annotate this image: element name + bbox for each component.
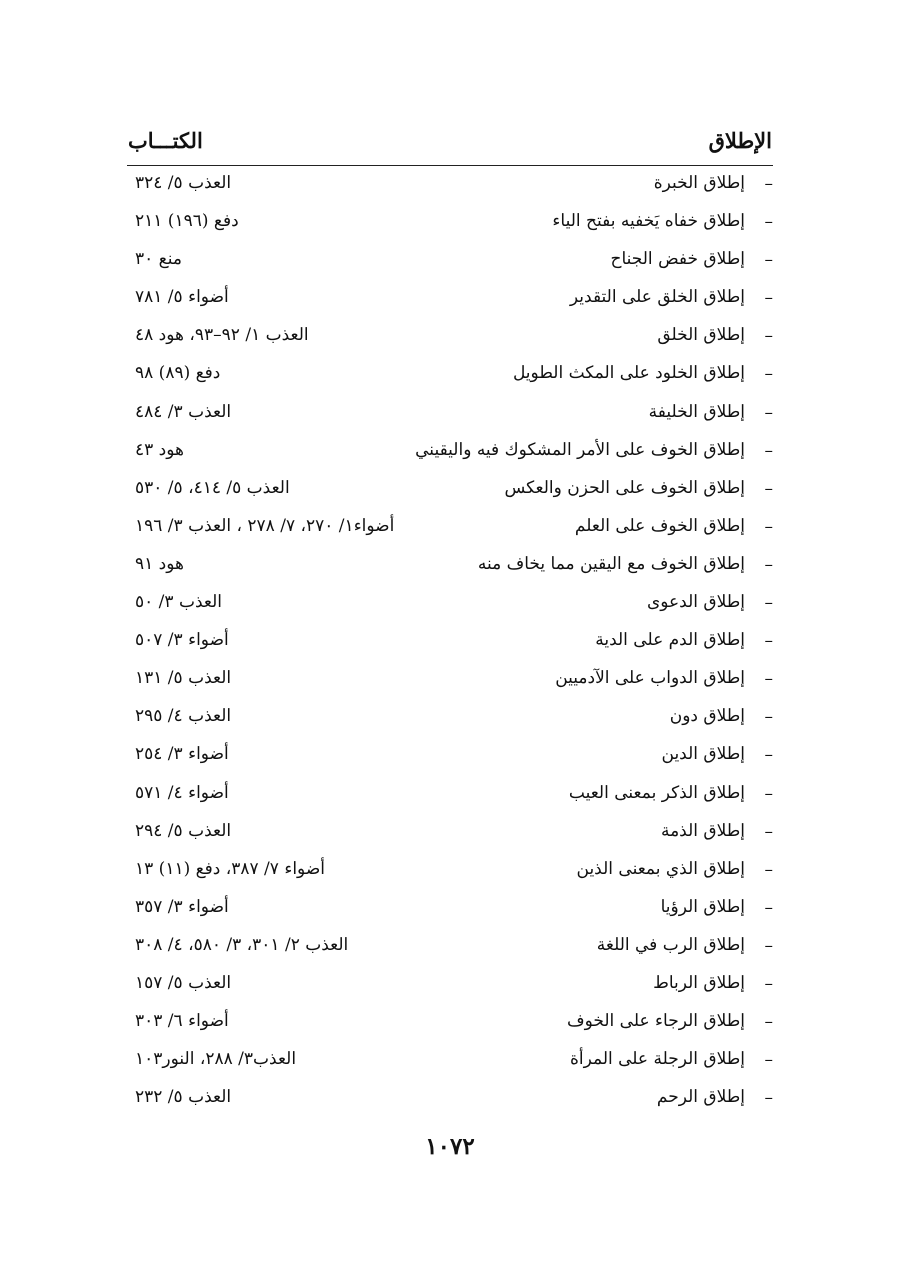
- index-entry: [0, 240, 900, 278]
- entry-dash: –: [764, 1012, 773, 1033]
- entry-topic: إطلاق الذكر بمعنى العيب: [568, 782, 745, 803]
- index-entry: [0, 621, 900, 659]
- entry-topic: إطلاق الدواب على الآدميين: [555, 668, 745, 689]
- index-entry: [0, 469, 900, 507]
- running-header-left: الكتـــاب: [128, 128, 203, 153]
- entry-topic: إطلاق الذمة: [660, 820, 745, 841]
- entry-reference: العذب ٥/ ٤١٤، ٥/ ٥٣٠: [135, 477, 290, 498]
- index-entry: [0, 354, 900, 392]
- entry-topic: إطلاق الخوف على العلم: [574, 515, 745, 536]
- index-entry: [0, 697, 900, 735]
- entry-reference: العذب ٥/ ٢٩٤: [135, 820, 232, 841]
- entry-topic: إطلاق الخلود على المكث الطويل: [512, 363, 745, 384]
- entry-reference: أضواء ٦/ ٣٠٣: [135, 1011, 229, 1032]
- index-entry: [0, 850, 900, 888]
- entry-reference: أضواء١/ ٢٧٠، ٧/ ٢٧٨ ، العذب ٣/ ١٩٦: [135, 515, 395, 536]
- entry-reference: دفع (٨٩) ٩٨: [135, 363, 221, 384]
- index-entry: [0, 735, 900, 773]
- entry-dash: –: [764, 212, 773, 233]
- index-entry: [0, 278, 900, 316]
- entry-topic: إطلاق الخبرة: [653, 173, 745, 193]
- entry-dash: –: [764, 174, 773, 194]
- entry-reference: العذب ٢/ ٣٠١، ٣/ ٥٨٠، ٤/ ٣٠٨: [135, 934, 349, 955]
- entry-reference: أضواء ٤/ ٥٧١: [135, 782, 229, 803]
- entry-reference: العذب ٤/ ٢٩٥: [135, 706, 232, 727]
- entry-dash: –: [764, 288, 773, 309]
- entry-reference: العذب٣/ ٢٨٨، النور١٠٣: [135, 1049, 297, 1070]
- entry-topic: إطلاق الخلق على التقدير: [569, 287, 745, 308]
- index-list: [0, 164, 900, 1116]
- entry-dash: –: [764, 478, 773, 499]
- index-entry: [0, 659, 900, 697]
- entry-dash: –: [764, 326, 773, 347]
- entry-topic: إطلاق الخوف على الأمر المشكوك فيه واليقيني: [415, 439, 745, 460]
- entry-topic: إطلاق خفاه يَخفيه بفتح الياء: [552, 211, 745, 232]
- entry-dash: –: [764, 935, 773, 956]
- index-entry: [0, 393, 900, 431]
- entry-topic: إطلاق الخليفة: [648, 401, 745, 422]
- entry-topic: إطلاق دون: [669, 706, 745, 727]
- entry-reference: هود ٩١: [135, 553, 184, 574]
- entry-dash: –: [764, 593, 773, 614]
- index-entry: [0, 545, 900, 583]
- entry-dash: –: [764, 1088, 773, 1109]
- entry-topic: إطلاق الخوف على الحزن والعكس: [504, 477, 745, 498]
- index-entry: [0, 507, 900, 545]
- entry-dash: –: [764, 897, 773, 918]
- entry-dash: –: [764, 250, 773, 271]
- entry-reference: العذب ٥/ ١٥٧: [135, 972, 232, 993]
- entry-dash: –: [764, 973, 773, 994]
- index-entry: [0, 1002, 900, 1040]
- entry-reference: العذب ٣/ ٤٨٤: [135, 401, 232, 422]
- entry-topic: إطلاق الخلق: [657, 325, 745, 346]
- entry-dash: –: [764, 745, 773, 766]
- entry-reference: أضواء ٣/ ٥٠٧: [135, 630, 229, 651]
- entry-topic: إطلاق الرؤيا: [660, 896, 745, 917]
- entry-topic: إطلاق الرباط: [653, 972, 745, 993]
- entry-dash: –: [764, 1050, 773, 1071]
- entry-topic: إطلاق الدين: [661, 744, 745, 765]
- index-entry: [0, 926, 900, 964]
- entry-reference: أضواء ٥/ ٧٨١: [135, 287, 229, 308]
- index-entry: [0, 583, 900, 621]
- entry-dash: –: [764, 783, 773, 804]
- index-entry: [0, 888, 900, 926]
- entry-reference: منع ٣٠: [135, 249, 182, 270]
- entry-dash: –: [764, 669, 773, 690]
- entry-dash: –: [764, 516, 773, 537]
- index-entry: [0, 812, 900, 850]
- entry-dash: –: [764, 859, 773, 880]
- entry-topic: إطلاق الدم على الدية: [595, 630, 745, 651]
- entry-reference: العذب ٥/ ٣٢٤: [135, 173, 232, 193]
- entry-reference: العذب ٥/ ١٣١: [135, 668, 232, 689]
- index-entry: [0, 1078, 900, 1116]
- entry-dash: –: [764, 364, 773, 385]
- entry-dash: –: [764, 402, 773, 423]
- entry-dash: –: [764, 631, 773, 652]
- entry-dash: –: [764, 440, 773, 461]
- entry-reference: العذب ٣/ ٥٠: [135, 592, 222, 613]
- entry-dash: –: [764, 707, 773, 728]
- entry-topic: إطلاق خفض الجناح: [610, 249, 745, 270]
- index-entry: [0, 202, 900, 240]
- index-entry: [0, 316, 900, 354]
- entry-reference: هود ٤٣: [135, 439, 184, 460]
- entry-topic: إطلاق الرحم: [656, 1087, 745, 1108]
- entry-dash: –: [764, 554, 773, 575]
- entry-topic: إطلاق الرب في اللغة: [596, 934, 745, 955]
- entry-reference: أضواء ٣/ ٣٥٧: [135, 896, 229, 917]
- entry-reference: العذب ٥/ ٢٣٢: [135, 1087, 232, 1108]
- page-number: ١٠٧٢: [425, 1133, 475, 1160]
- entry-reference: أضواء ٧/ ٣٨٧، دفع (١١) ١٣: [135, 858, 325, 879]
- entry-topic: إطلاق الرجاء على الخوف: [567, 1011, 745, 1032]
- entry-topic: إطلاق الذي بمعنى الذين: [576, 858, 745, 879]
- entry-topic: إطلاق الخوف مع اليقين مما يخاف منه: [477, 553, 745, 574]
- index-entry: [0, 431, 900, 469]
- index-entry: [0, 1040, 900, 1078]
- entry-dash: –: [764, 821, 773, 842]
- entry-reference: أضواء ٣/ ٢٥٤: [135, 744, 229, 765]
- entry-topic: إطلاق الرجلة على المرأة: [569, 1049, 745, 1070]
- entry-topic: إطلاق الدعوى: [646, 592, 745, 613]
- index-entry: [0, 964, 900, 1002]
- running-header-right: الإطلاق: [708, 128, 772, 153]
- index-entry: [0, 774, 900, 812]
- index-entry: [0, 164, 900, 202]
- entry-reference: العذب ١/ ٩٢–٩٣، هود ٤٨: [135, 325, 309, 346]
- entry-reference: دفع (١٩٦) ٢١١: [135, 211, 239, 232]
